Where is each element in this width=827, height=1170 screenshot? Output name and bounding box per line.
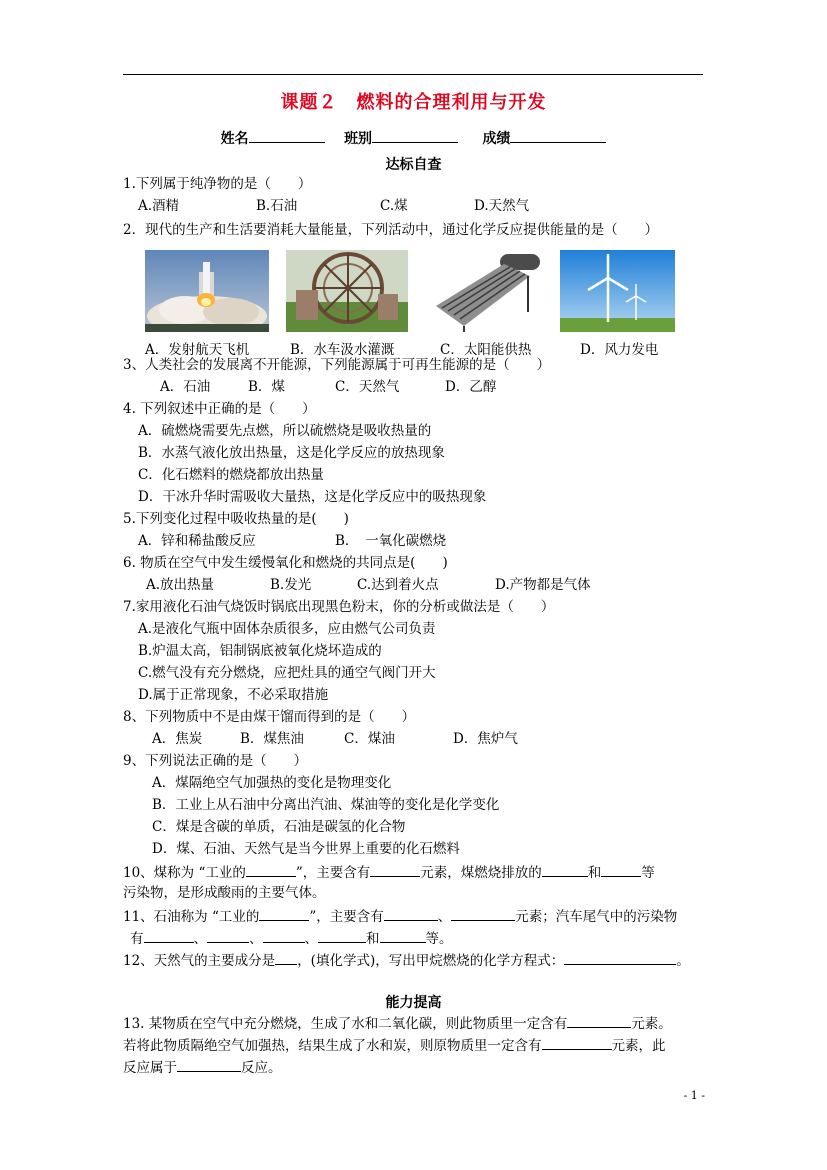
score-blank[interactable]: [510, 128, 606, 143]
image-caption: A．发射航天飞机: [145, 342, 250, 358]
option: D．乙醇: [445, 379, 497, 395]
option: B．水蒸气液化放出热量，这是化学反应的放热现象: [138, 445, 445, 461]
option: D.天然气: [474, 198, 530, 214]
fill-in-question: 10、煤称为 “工业的 ”，主要含有 元素，煤燃烧排放的 和 等: [123, 862, 655, 882]
question-stem: 2．现代的生产和生活要消耗大量能量，下列活动中，通过化学反应提供能量的是（ ）: [123, 222, 659, 238]
fill-in-question: 11、石油称为 “工业的 ”，主要含有 、 元素；汽车尾气中的污染物: [123, 906, 677, 926]
question-stem: 4. 下列叙述中正确的是（ ）: [123, 401, 316, 417]
option: A.放出热量: [146, 577, 215, 593]
option: A．焦炭: [152, 731, 203, 747]
class-label: 班别: [344, 131, 373, 147]
option: C.达到着火点: [357, 577, 439, 593]
class-blank[interactable]: [372, 128, 458, 143]
option: C．天然气: [335, 379, 400, 395]
page-number: - 1 -: [683, 1089, 705, 1102]
fill-in-question: 有 、 、 、 和 等。: [130, 928, 453, 948]
option: C.煤: [380, 198, 408, 214]
answer-blank[interactable]: [567, 1013, 631, 1028]
question-stem: 6. 物质在空气中发生缓慢氧化和燃烧的共同点是( ): [123, 555, 448, 571]
image-caption: C．太阳能供热: [440, 342, 532, 358]
question-stem: 8、下列物质中不是由煤干馏而得到的是（ ）: [123, 709, 416, 725]
option: B．煤: [248, 379, 285, 395]
option: D.产物都是气体: [495, 577, 591, 593]
answer-blank[interactable]: [384, 906, 438, 921]
score-label: 成绩: [482, 131, 511, 147]
option: A．硫燃烧需要先点燃，所以硫燃烧是吸收热量的: [138, 423, 432, 439]
option: C．煤油: [344, 731, 395, 747]
waterwheel-image: [286, 250, 408, 332]
answer-blank[interactable]: [542, 862, 588, 877]
option: C.燃气没有充分燃烧，应把灶具的通空气阀门开大: [138, 665, 436, 681]
answer-blank[interactable]: [318, 928, 366, 943]
option: D．焦炉气: [453, 731, 518, 747]
answer-blank[interactable]: [177, 1057, 241, 1072]
image-caption: B．水车汲水灌溉: [290, 342, 395, 358]
option: C．煤是含碳的单质，石油是碳氢的化合物: [152, 819, 406, 835]
name-label: 姓名: [220, 131, 249, 147]
option: D.属于正常现象，不必采取措施: [138, 687, 329, 703]
option: A．石油: [160, 379, 211, 395]
option: B． 一氧化碳燃烧: [335, 533, 447, 549]
option: A．锌和稀盐酸反应: [138, 533, 256, 549]
page-title: 课题２ 燃料的合理利用与开发: [280, 92, 547, 113]
answer-blank[interactable]: [542, 1035, 612, 1050]
option: B．工业上从石油中分离出汽油、煤油等的变化是化学变化: [152, 797, 500, 813]
section-heading: 能力提高: [385, 995, 442, 1011]
section-heading: 达标自查: [385, 157, 442, 173]
wind-turbine-image: [560, 250, 675, 332]
option: A.是液化气瓶中固体杂质很多，应由燃气公司负责: [138, 621, 436, 637]
answer-blank[interactable]: [451, 906, 515, 921]
option: A．煤隔绝空气加强热的变化是物理变化: [152, 775, 392, 791]
solar-heater-image: [430, 250, 542, 332]
option: B.石油: [256, 198, 298, 214]
answer-blank[interactable]: [370, 862, 420, 877]
option: D．煤、石油、天然气是当今世界上重要的化石燃料: [152, 841, 460, 857]
question-stem: 7.家用液化石油气烧饭时锅底出现黑色粉末，你的分析或做法是（ ）: [123, 599, 555, 615]
option: D．干冰升华时需吸收大量热，这是化学反应中的吸热现象: [138, 489, 487, 505]
question-text: 污染物，是形成酸雨的主要气体。: [123, 885, 326, 901]
question-stem: 9、下列说法正确的是（ ）: [123, 753, 308, 769]
option: B．煤焦油: [240, 731, 304, 747]
fill-in-question: 反应属于 反应。: [123, 1057, 282, 1077]
fill-in-question: 12、天然气的主要成分是 ，(填化学式)，写出甲烷燃烧的化学方程式： 。: [123, 950, 690, 970]
answer-blank[interactable]: [564, 950, 676, 965]
option: A.酒精: [138, 198, 180, 214]
image-caption: D．风力发电: [580, 342, 659, 358]
fill-in-question: 13. 某物质在空气中充分燃烧，生成了水和二氧化碳，则此物质里一定含有 元素。: [123, 1013, 672, 1033]
answer-blank[interactable]: [259, 906, 309, 921]
answer-blank[interactable]: [380, 928, 426, 943]
answer-blank[interactable]: [275, 950, 297, 965]
question-stem: 5.下列变化过程中吸收热量的是( ): [123, 511, 349, 527]
question-stem: 1.下列属于纯净物的是（ ）: [123, 176, 312, 192]
answer-blank[interactable]: [144, 928, 194, 943]
student-info: [0, 128, 827, 148]
header-rule: [123, 74, 703, 75]
option: B.发光: [270, 577, 312, 593]
answer-blank[interactable]: [263, 928, 305, 943]
option: B.炉温太高，铝制锅底被氧化烧坏造成的: [138, 643, 382, 659]
name-blank[interactable]: [249, 128, 325, 143]
shuttle-launch-image: [145, 250, 269, 332]
question-stem: 3、人类社会的发展离不开能源，下列能源属于可再生能源的是（ ）: [123, 357, 551, 373]
answer-blank[interactable]: [207, 928, 249, 943]
answer-blank[interactable]: [601, 862, 641, 877]
option: C．化石燃料的燃烧都放出热量: [138, 467, 324, 483]
answer-blank[interactable]: [246, 862, 296, 877]
fill-in-question: 若将此物质隔绝空气加强热，结果生成了水和炭，则原物质里一定含有 元素，此: [123, 1035, 666, 1055]
